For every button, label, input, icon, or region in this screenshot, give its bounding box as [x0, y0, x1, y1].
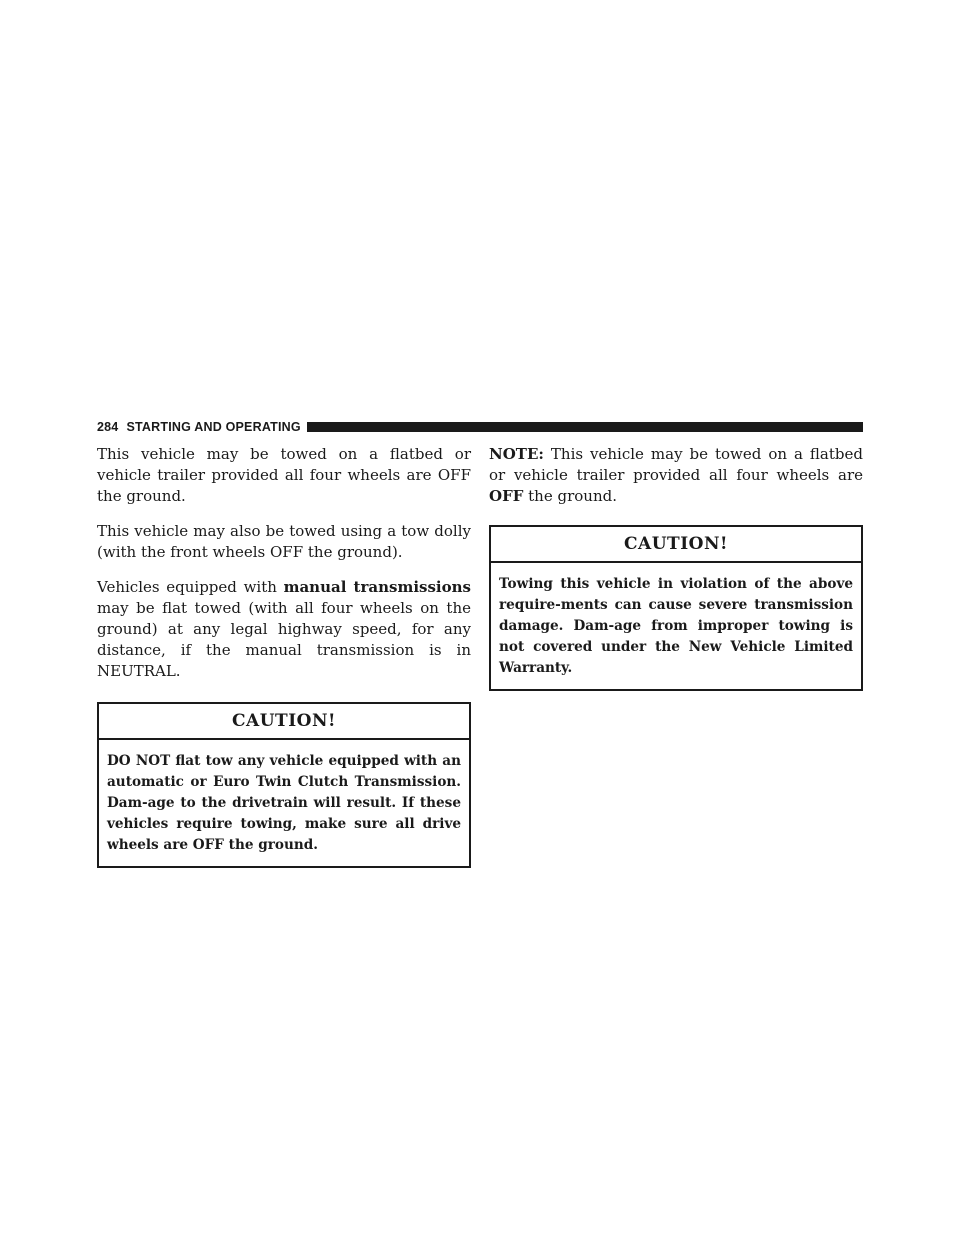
paragraph-tow-dolly: This vehicle may also be towed using a tow dolly (with the front wheels OFF the ground). — [97, 522, 471, 561]
paragraph-manual-transmission — [97, 577, 471, 682]
bold-term: OFF — [489, 487, 524, 505]
text-span: Vehicles equipped with — [97, 578, 284, 596]
text-span: may be flat towed (with all four wheels on the ground) at any legal highway speed, for any distance, if the manual transmission is in NEUTRAL. — [97, 599, 471, 680]
caution-title: CAUTION! — [99, 704, 469, 740]
text-span: This vehicle may be towed on a flatbed or vehicle trailer provided all four wheels are — [489, 445, 863, 484]
text-span: the ground. — [523, 487, 617, 505]
header-rule — [307, 422, 863, 432]
note-paragraph — [489, 444, 863, 507]
left-column — [97, 444, 471, 868]
section-title: STARTING AND OPERATING — [126, 420, 301, 434]
caution-title: CAUTION! — [491, 527, 861, 563]
caution-text: Towing this vehicle in violation of the above require-ments can cause severe transmission damage. Dam-age from improper towing is not covered under the New Vehicle Limited Warranty. — [499, 576, 853, 676]
caution-text: DO NOT flat tow any vehicle equipped with an automatic or Euro Twin Clutch Transmission. Dam-age to the drivetrain will result. If these vehicles require towing, make sure all drive wheels are OFF the ground. — [107, 753, 461, 853]
page-header — [97, 418, 863, 436]
right-column — [489, 444, 863, 691]
caution-box — [97, 702, 471, 868]
bold-term: manual transmissions — [283, 578, 471, 596]
paragraph-flatbed: This vehicle may be towed on a flatbed or vehicle trailer provided all four wheels are OFF the ground. — [97, 445, 471, 505]
page-number: 284 — [97, 420, 119, 434]
note-label: NOTE: — [489, 445, 544, 463]
caution-box — [489, 525, 863, 691]
